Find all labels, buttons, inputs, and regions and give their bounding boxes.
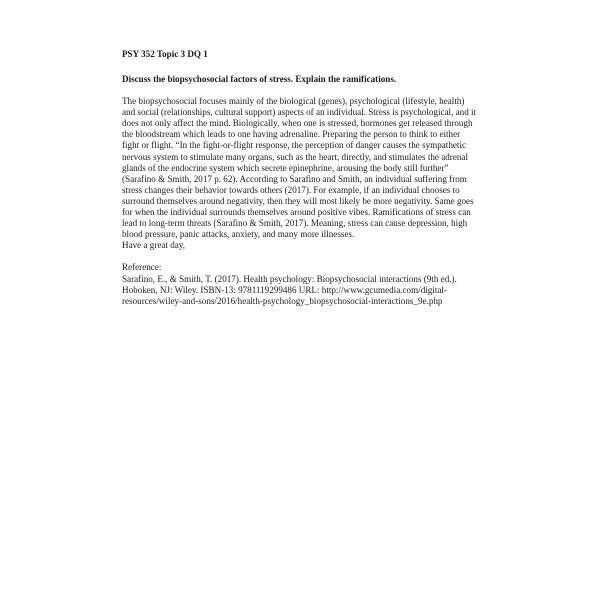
body-line: for when the individual surrounds themselves around positive vibes. Ramifications of stress can xyxy=(122,207,471,218)
body-line: fight or flight. “In the fight-or-flight response, the perception of danger causes the sympathetic xyxy=(122,140,467,151)
body-line: nervous system to stimulate many organs, such as the heart, directly, and stimulates the adrenal xyxy=(122,151,468,162)
reference-line: Sarafino, E., & Smith, T. (2017). Health psychology: Biopsychosocial interactions (9th ed.). xyxy=(122,273,457,284)
reference-line: Hoboken, NJ: Wiley. ISBN-13: 9781119299486 URL: http://www.gcumedia.com/digital- xyxy=(122,284,447,295)
closing-line: Have a great day, xyxy=(122,240,186,251)
document-title: PSY 352 Topic 3 DQ 1 xyxy=(122,49,208,59)
body-line: The biopsychosocial focuses mainly of the biological (genes), psychological (lifestyle, health) xyxy=(122,96,465,107)
reference-section xyxy=(122,262,482,306)
reference-line: resources/wiley-and-sons/2016/health-psychology_biopsychosocial-interactions_9e.php xyxy=(122,295,443,306)
body-line: stress changes their behavior towards others (2017). For example, if an individual chooses to xyxy=(122,184,460,195)
document-page xyxy=(122,49,482,307)
body-line: (Sarafino & Smith, 2017 p. 62). According to Sarafino and Smith, an individual suffering from xyxy=(122,173,467,184)
body-line: does not only affect the mind. Biologically, when one is stressed, hormones get released through xyxy=(122,118,473,129)
reference-label: Reference: xyxy=(122,262,162,273)
body-line: blood pressure, panic attacks, anxiety, and many more illnesses. xyxy=(122,229,355,240)
body-line: glands of the endocrine system which secrete epinephrine, arousing the body still further” xyxy=(122,162,449,173)
discussion-prompt: Discuss the biopsychosocial factors of stress. Explain the ramifications. xyxy=(122,74,397,84)
body-line: the bloodstream which leads to one having adrenaline. Preparing the person to think to either xyxy=(122,129,461,140)
body-line: lead to long-term threats (Sarafino & Smith, 2017). Meaning, stress can cause depression, high xyxy=(122,218,468,229)
body-line: surround themselves around negativity, then they will most likely be more negativity. Same goes xyxy=(122,195,474,206)
body-line: and social (relationships, cultural support) aspects of an individual. Stress is psychological, and it xyxy=(122,107,477,118)
body-paragraph xyxy=(122,96,482,251)
